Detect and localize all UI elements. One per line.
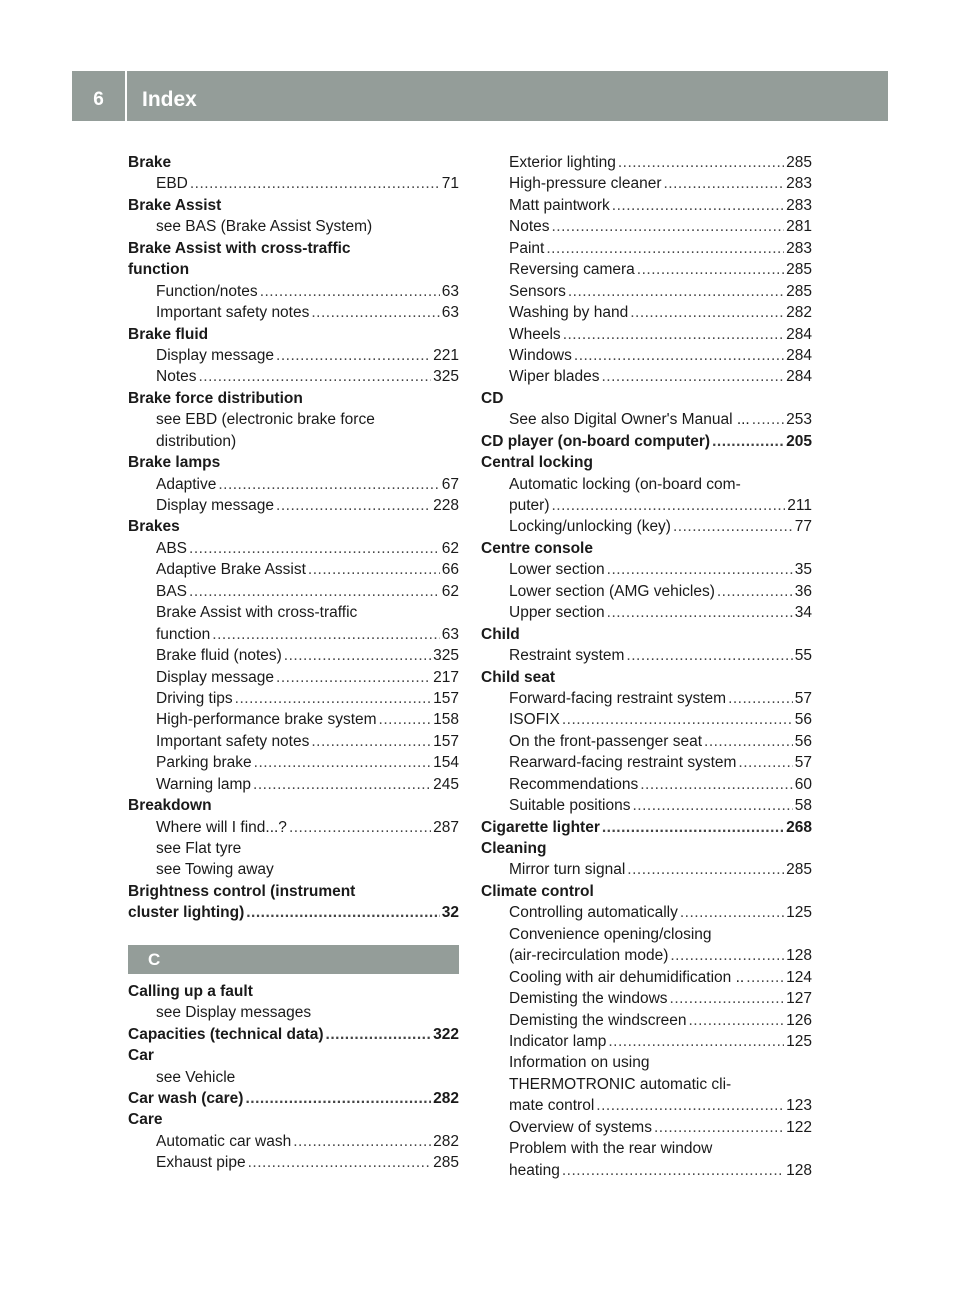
dot-leader <box>248 1152 432 1173</box>
page-ref: 158 <box>433 711 459 729</box>
entry-text: BAS <box>156 582 188 600</box>
dot-leader <box>563 324 784 345</box>
index-subentry <box>128 709 459 730</box>
index-subentry <box>481 152 812 173</box>
index-subentry <box>481 259 812 280</box>
dot-leader <box>189 581 440 602</box>
entry-text: Brake fluid (notes) <box>156 647 282 665</box>
index-subentry <box>481 1010 812 1031</box>
index-heading: Brake lamps <box>128 454 221 472</box>
dot-leader <box>618 152 784 173</box>
dot-leader <box>190 173 440 194</box>
entry-text: ABS <box>156 539 188 557</box>
index-heading: Brakes <box>128 518 180 536</box>
index-heading: Child <box>481 625 520 643</box>
page-ref: 128 <box>786 1161 812 1179</box>
index-subentry <box>128 624 459 645</box>
index-subentry <box>128 817 459 838</box>
dot-leader <box>235 688 431 709</box>
entry-text: (air-recirculation mode) <box>509 947 669 965</box>
entry-text: Cooling with air dehumidification .. <box>509 968 745 986</box>
dot-leader <box>630 302 784 323</box>
page-ref: 221 <box>433 346 459 364</box>
dot-leader <box>546 238 784 259</box>
page-ref: 56 <box>794 732 812 750</box>
entry-text: Cigarette lighter <box>481 818 600 836</box>
index-subentry <box>481 1117 812 1138</box>
entry-text: Overview of systems <box>509 1118 652 1136</box>
page-ref: 285 <box>786 261 812 279</box>
entry-text: Controlling automatically <box>509 904 678 922</box>
entry-text: Important safety notes <box>156 732 310 750</box>
page-ref: 283 <box>786 239 812 257</box>
index-subentry <box>128 667 459 688</box>
section-letter-bar: C <box>128 945 459 974</box>
entry-text: Indicator lamp <box>509 1032 607 1050</box>
entry-text: Washing by hand <box>509 304 629 322</box>
dot-leader <box>746 967 784 988</box>
entry-text: Lower section (AMG vehicles) <box>509 582 715 600</box>
dot-leader <box>212 624 439 645</box>
index-heading: Cleaning <box>481 840 547 857</box>
dot-leader <box>568 281 784 302</box>
entry-text: cluster lighting) <box>128 904 245 922</box>
entry-text: See also Digital Owner's Manual ... <box>509 411 750 429</box>
dot-leader <box>640 774 793 795</box>
dot-leader <box>289 817 431 838</box>
page-ref: 36 <box>794 582 812 600</box>
index-heading: Brake force distribution <box>128 389 303 407</box>
entry-text: Sensors <box>509 282 566 300</box>
dot-leader <box>607 559 793 580</box>
index-subentry <box>481 366 812 387</box>
index-subentry <box>481 795 812 816</box>
index-subentry <box>128 281 459 302</box>
index-column-left <box>128 152 459 1174</box>
dot-leader <box>326 1024 432 1045</box>
index-heading <box>128 902 459 923</box>
index-subentry <box>128 1131 459 1152</box>
page-ref: 322 <box>433 1025 459 1043</box>
index-heading: Child seat <box>481 668 556 686</box>
entry-text: Function/notes <box>156 282 258 300</box>
dot-leader <box>607 602 793 623</box>
dot-leader <box>308 559 440 580</box>
page-ref: 281 <box>786 218 812 236</box>
dot-leader <box>199 366 432 387</box>
index-heading <box>481 431 812 452</box>
page-ref: 57 <box>794 754 812 772</box>
index-subentry <box>481 645 812 666</box>
page-ref: 157 <box>433 689 459 707</box>
dot-leader <box>612 195 784 216</box>
dot-leader <box>246 902 440 923</box>
dot-leader <box>245 1088 431 1109</box>
index-subentry <box>481 859 812 880</box>
index-subentry <box>128 474 459 495</box>
entry-text: On the front-passenger seat <box>509 732 703 750</box>
dot-leader <box>654 1117 784 1138</box>
dot-leader <box>596 1095 784 1116</box>
index-subentry <box>481 495 812 516</box>
index-subentry <box>128 774 459 795</box>
entry-text: Restraint system <box>509 647 625 665</box>
index-subentry <box>481 581 812 602</box>
dot-leader <box>673 516 793 537</box>
page-ref: 128 <box>786 947 812 965</box>
entry-text: Rearward-facing restraint system <box>509 754 737 772</box>
entry-text: ISOFIX <box>509 711 560 729</box>
index-subentry <box>128 366 459 387</box>
dot-leader <box>284 645 431 666</box>
index-subentry <box>481 345 812 366</box>
entry-text: Wheels <box>509 325 561 343</box>
index-heading: Calling up a fault <box>128 982 253 1000</box>
dot-leader <box>704 731 793 752</box>
page-ref: 287 <box>433 818 459 836</box>
dot-leader <box>738 752 792 773</box>
entry-text: Exterior lighting <box>509 154 616 171</box>
index-subentry <box>481 988 812 1009</box>
index-subentry <box>481 752 812 773</box>
index-heading: Brake fluid <box>128 325 209 343</box>
dot-leader <box>752 409 784 430</box>
page-ref: 285 <box>786 861 812 879</box>
page-ref: 245 <box>433 775 459 793</box>
index-subentry <box>128 581 459 602</box>
index-subentry <box>481 324 812 345</box>
header-divider <box>125 71 127 121</box>
index-subentry <box>481 281 812 302</box>
page-ref: 325 <box>433 647 459 665</box>
dot-leader <box>552 216 785 237</box>
entry-text: Adaptive <box>156 475 217 493</box>
index-subentry <box>481 688 812 709</box>
dot-leader <box>670 945 784 966</box>
entry-text: Demisting the windscreen <box>509 1011 687 1029</box>
dot-leader <box>379 709 432 730</box>
index-heading <box>481 817 812 838</box>
index-subentry <box>128 752 459 773</box>
index-column-right <box>481 152 812 1181</box>
index-subentry: see Display messages <box>156 1004 312 1022</box>
index-heading <box>128 1088 459 1109</box>
index-subentry <box>481 1095 812 1116</box>
entry-text: Matt paintwork <box>509 196 610 214</box>
entry-text: Exhaust pipe <box>156 1154 246 1172</box>
dot-leader <box>633 795 793 816</box>
page-ref: 268 <box>786 818 812 836</box>
page-ref: 124 <box>786 968 812 986</box>
dot-leader <box>562 709 793 730</box>
index-heading: Brake <box>128 154 172 171</box>
entry-text: Mirror turn signal <box>509 861 626 879</box>
page-ref: 58 <box>794 797 812 815</box>
page-ref: 157 <box>433 732 459 750</box>
index-subentry <box>481 709 812 730</box>
dot-leader <box>254 752 431 773</box>
page-ref: 205 <box>786 432 812 450</box>
page-ref: 35 <box>794 561 812 579</box>
index-subentry <box>481 1031 812 1052</box>
index-subentry: Automatic locking (on-board com- <box>509 475 741 493</box>
index-subentry: see Vehicle <box>156 1068 236 1086</box>
page-ref: 123 <box>786 1097 812 1115</box>
entry-text: Suitable positions <box>509 797 631 815</box>
entry-text: Wiper blades <box>509 368 600 386</box>
entry-text: Capacities (technical data) <box>128 1025 324 1043</box>
index-subentry: distribution) <box>156 432 237 450</box>
index-subentry <box>481 302 812 323</box>
index-subentry: Problem with the rear window <box>509 1140 713 1158</box>
entry-text: Display message <box>156 497 275 514</box>
index-heading: Brightness control (instrument <box>128 882 356 900</box>
page-ref: 34 <box>794 604 812 622</box>
page-ref: 211 <box>787 497 812 514</box>
index-subentry: see BAS (Brake Assist System) <box>156 218 373 236</box>
page-header <box>72 71 888 121</box>
page-ref: 127 <box>786 990 812 1008</box>
page-ref: 126 <box>786 1011 812 1029</box>
index-subentry <box>481 945 812 966</box>
dot-leader <box>608 1031 784 1052</box>
index-subentry <box>481 516 812 537</box>
index-heading: Central locking <box>481 454 593 472</box>
index-heading <box>128 1024 459 1045</box>
dot-leader <box>670 988 785 1009</box>
page-ref: 71 <box>441 175 459 193</box>
page-ref: 284 <box>786 346 812 364</box>
entry-text: Locking/unlocking (key) <box>509 518 671 536</box>
entry-text: Forward-facing restraint system <box>509 689 727 707</box>
index-subentry <box>128 173 459 194</box>
page-ref: 285 <box>433 1154 459 1172</box>
entry-text: Important safety notes <box>156 304 310 322</box>
index-subentry <box>481 602 812 623</box>
index-subentry <box>128 645 459 666</box>
page-ref: 62 <box>441 582 459 600</box>
index-heading: CD <box>481 389 504 407</box>
index-subentry <box>128 302 459 323</box>
entry-text: Adaptive Brake Assist <box>156 561 306 579</box>
page-ref: 57 <box>794 689 812 707</box>
page-number: 6 <box>93 89 104 110</box>
dot-leader <box>728 688 793 709</box>
index-subentry: see Flat tyre <box>156 840 242 857</box>
index-subentry <box>128 1152 459 1173</box>
index-subentry <box>128 559 459 580</box>
entry-text: High-performance brake system <box>156 711 377 729</box>
page-ref: 154 <box>433 754 459 772</box>
index-heading: Centre console <box>481 539 593 557</box>
page-ref: 63 <box>441 282 459 300</box>
index-heading: Climate control <box>481 882 594 900</box>
dot-leader <box>688 1010 784 1031</box>
index-subentry: Brake Assist with cross-traffic <box>156 604 358 622</box>
index-subentry <box>481 774 812 795</box>
page-ref: 228 <box>433 497 459 514</box>
index-subentry <box>481 409 812 430</box>
page-ref: 285 <box>786 154 812 171</box>
dot-leader <box>637 259 784 280</box>
index-heading: Car <box>128 1047 154 1065</box>
index-subentry <box>481 173 812 194</box>
entry-text: Automatic car wash <box>156 1132 292 1150</box>
dot-leader <box>717 581 793 602</box>
page-ref: 125 <box>786 1032 812 1050</box>
index-subentry <box>128 731 459 752</box>
index-subentry <box>481 216 812 237</box>
entry-text: High-pressure cleaner <box>509 175 662 193</box>
page-ref: 32 <box>441 904 459 922</box>
dot-leader <box>253 774 431 795</box>
index-subentry: THERMOTRONIC automatic cli- <box>509 1075 732 1093</box>
index-subentry <box>481 731 812 752</box>
page-ref: 283 <box>786 196 812 214</box>
dot-leader <box>680 902 784 923</box>
dot-leader <box>664 173 785 194</box>
dot-leader <box>276 495 431 516</box>
page-ref: 284 <box>786 368 812 386</box>
page-ref: 284 <box>786 325 812 343</box>
index-subentry: Information on using <box>509 1054 650 1072</box>
page-ref: 282 <box>786 304 812 322</box>
index-heading: function <box>128 261 190 279</box>
dot-leader <box>602 817 784 838</box>
page-ref: 60 <box>794 775 812 793</box>
dot-leader <box>627 859 784 880</box>
entry-text: Upper section <box>509 604 605 622</box>
entry-text: Warning lamp <box>156 775 252 793</box>
page-ref: 285 <box>786 282 812 300</box>
dot-leader <box>189 538 440 559</box>
dot-leader <box>276 345 431 366</box>
entry-text: function <box>156 625 211 643</box>
index-subentry <box>481 1160 812 1181</box>
index-subentry <box>481 559 812 580</box>
page-ref: 67 <box>441 475 459 493</box>
dot-leader <box>562 1160 784 1181</box>
entry-text: Windows <box>509 346 572 364</box>
entry-text: Lower section <box>509 561 605 579</box>
entry-text: Recommendations <box>509 775 639 793</box>
index-subentry <box>481 902 812 923</box>
entry-text: Reversing camera <box>509 261 635 279</box>
index-subentry <box>128 345 459 366</box>
index-subentry <box>481 195 812 216</box>
entry-text: EBD <box>156 175 188 193</box>
dot-leader <box>293 1131 431 1152</box>
page-ref: 55 <box>794 647 812 665</box>
page-ref: 56 <box>794 711 812 729</box>
index-subentry <box>481 967 812 988</box>
entry-text: puter) <box>509 497 550 514</box>
index-subentry <box>128 688 459 709</box>
dot-leader <box>311 302 439 323</box>
dot-leader <box>574 345 784 366</box>
entry-text: Paint <box>509 239 545 257</box>
entry-text: Where will I find...? <box>156 818 287 836</box>
dot-leader <box>260 281 440 302</box>
entry-text: heating <box>509 1161 560 1179</box>
page-ref: 77 <box>794 518 812 536</box>
index-subentry <box>481 238 812 259</box>
dot-leader <box>311 731 431 752</box>
entry-text: Notes <box>156 368 197 386</box>
index-heading: Care <box>128 1111 163 1129</box>
page-ref: 66 <box>441 561 459 579</box>
page-ref: 217 <box>433 668 459 686</box>
page-ref: 325 <box>433 368 459 386</box>
index-subentry <box>128 538 459 559</box>
page-ref: 122 <box>786 1118 812 1136</box>
index-subentry: see EBD (electronic brake force <box>156 411 375 429</box>
page-ref: 125 <box>786 904 812 922</box>
dot-leader <box>712 431 784 452</box>
dot-leader <box>626 645 792 666</box>
index-subentry: see Towing away <box>156 861 274 879</box>
section-gap <box>128 924 459 945</box>
entry-text: mate control <box>509 1097 595 1115</box>
entry-text: Display message <box>156 346 275 364</box>
dot-leader <box>276 667 431 688</box>
page-ref: 283 <box>786 175 812 193</box>
dot-leader <box>601 366 784 387</box>
index-heading: Brake Assist with cross-traffic <box>128 239 351 257</box>
page-ref: 63 <box>441 625 459 643</box>
index-heading: Breakdown <box>128 797 212 815</box>
entry-text: Display message <box>156 668 275 686</box>
entry-text: Demisting the windows <box>509 990 668 1008</box>
entry-text: Notes <box>509 218 550 236</box>
page-ref: 282 <box>433 1089 459 1107</box>
index-subentry <box>128 495 459 516</box>
dot-leader <box>218 474 439 495</box>
page-ref: 62 <box>441 539 459 557</box>
entry-text: Parking brake <box>156 754 252 772</box>
page-title: Index <box>142 88 197 111</box>
entry-text: Driving tips <box>156 689 233 707</box>
page-ref: 253 <box>786 411 812 429</box>
index-subentry: Convenience opening/closing <box>509 925 712 943</box>
index-heading: Brake Assist <box>128 196 222 214</box>
dot-leader <box>552 495 786 516</box>
entry-text: CD player (on-board computer) <box>481 432 711 450</box>
entry-text: Car wash (care) <box>128 1089 244 1107</box>
page-ref: 63 <box>441 304 459 322</box>
page-ref: 282 <box>433 1132 459 1150</box>
